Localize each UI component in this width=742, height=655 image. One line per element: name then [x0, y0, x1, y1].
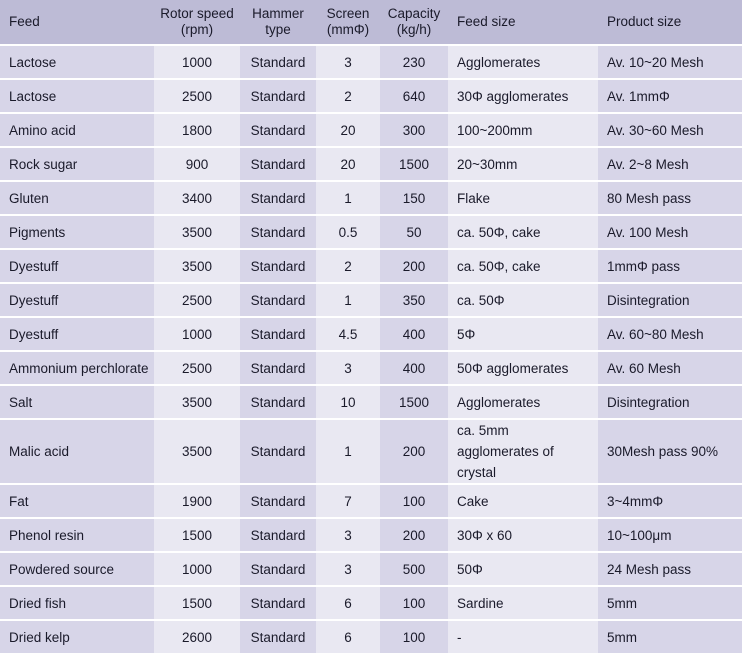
cell-screen: 1	[316, 419, 380, 484]
cell-hammer-type: Standard	[240, 385, 316, 419]
cell-rotor-speed: 1500	[154, 586, 240, 620]
cell-product-size: 1mmΦ pass	[598, 249, 742, 283]
cell-screen: 3	[316, 45, 380, 79]
cell-feed-size: 50Φ agglomerates	[448, 351, 598, 385]
cell-capacity: 640	[380, 79, 448, 113]
cell-feed: Ammonium perchlorate	[0, 351, 154, 385]
table-row	[0, 79, 742, 113]
cell-hammer-type: Standard	[240, 283, 316, 317]
cell-rotor-speed: 2500	[154, 79, 240, 113]
cell-screen: 10	[316, 385, 380, 419]
cell-product-size: 30Mesh pass 90%	[598, 419, 742, 484]
cell-rotor-speed: 3500	[154, 419, 240, 484]
table-row	[0, 113, 742, 147]
cell-hammer-type: Standard	[240, 351, 316, 385]
table-row	[0, 147, 742, 181]
cell-capacity: 400	[380, 351, 448, 385]
cell-feed-size: ca. 50Φ, cake	[448, 215, 598, 249]
cell-capacity: 500	[380, 552, 448, 586]
cell-feed-size: -	[448, 620, 598, 654]
cell-feed: Malic acid	[0, 419, 154, 484]
cell-hammer-type: Standard	[240, 249, 316, 283]
cell-feed: Gluten	[0, 181, 154, 215]
cell-product-size: Av. 2~8 Mesh	[598, 147, 742, 181]
cell-screen: 6	[316, 586, 380, 620]
cell-rotor-speed: 900	[154, 147, 240, 181]
header-row	[0, 0, 742, 45]
cell-screen: 6	[316, 620, 380, 654]
cell-rotor-speed: 2500	[154, 283, 240, 317]
cell-screen: 1	[316, 181, 380, 215]
cell-rotor-speed: 1000	[154, 45, 240, 79]
cell-feed-size: 100~200mm	[448, 113, 598, 147]
cell-hammer-type: Standard	[240, 419, 316, 484]
cell-screen: 0.5	[316, 215, 380, 249]
table-row	[0, 215, 742, 249]
table-row	[0, 351, 742, 385]
cell-rotor-speed: 1000	[154, 317, 240, 351]
cell-feed: Phenol resin	[0, 518, 154, 552]
table-row	[0, 552, 742, 586]
cell-hammer-type: Standard	[240, 45, 316, 79]
header-line: Screen	[326, 6, 370, 21]
cell-feed: Rock sugar	[0, 147, 154, 181]
header-capacity	[380, 0, 448, 45]
table-body	[0, 45, 742, 654]
cell-screen: 3	[316, 351, 380, 385]
cell-product-size: 3~4mmΦ	[598, 484, 742, 518]
cell-feed: Pigments	[0, 215, 154, 249]
header-line: type	[265, 22, 291, 37]
header-line: (kg/h)	[396, 22, 432, 37]
cell-capacity: 1500	[380, 147, 448, 181]
cell-hammer-type: Standard	[240, 79, 316, 113]
table-row	[0, 181, 742, 215]
cell-capacity: 200	[380, 419, 448, 484]
cell-rotor-speed: 1000	[154, 552, 240, 586]
cell-feed-size: ca. 5mm agglomerates of crystal	[448, 419, 598, 484]
cell-product-size: Av. 10~20 Mesh	[598, 45, 742, 79]
cell-screen: 7	[316, 484, 380, 518]
cell-feed: Dyestuff	[0, 317, 154, 351]
cell-hammer-type: Standard	[240, 317, 316, 351]
table-row	[0, 45, 742, 79]
cell-screen: 4.5	[316, 317, 380, 351]
cell-feed: Dried kelp	[0, 620, 154, 654]
cell-hammer-type: Standard	[240, 181, 316, 215]
cell-screen: 20	[316, 113, 380, 147]
cell-feed-size: 20~30mm	[448, 147, 598, 181]
cell-product-size: Av. 100 Mesh	[598, 215, 742, 249]
table-row	[0, 283, 742, 317]
cell-screen: 1	[316, 283, 380, 317]
cell-product-size: 10~100μm	[598, 518, 742, 552]
cell-feed-size: Agglomerates	[448, 385, 598, 419]
cell-rotor-speed: 2500	[154, 351, 240, 385]
cell-product-size: 80 Mesh pass	[598, 181, 742, 215]
cell-feed-size: Agglomerates	[448, 45, 598, 79]
header-feed-size	[448, 0, 598, 45]
cell-feed-size: 30Φ x 60	[448, 518, 598, 552]
cell-capacity: 200	[380, 249, 448, 283]
cell-product-size: Disintegration	[598, 385, 742, 419]
cell-rotor-speed: 3500	[154, 215, 240, 249]
header-hammer-type	[240, 0, 316, 45]
cell-feed: Lactose	[0, 79, 154, 113]
cell-feed: Powdered source	[0, 552, 154, 586]
cell-capacity: 230	[380, 45, 448, 79]
cell-screen: 3	[316, 518, 380, 552]
header-feed	[0, 0, 154, 45]
cell-rotor-speed: 1800	[154, 113, 240, 147]
cell-product-size: Av. 60~80 Mesh	[598, 317, 742, 351]
cell-feed: Fat	[0, 484, 154, 518]
cell-capacity: 100	[380, 484, 448, 518]
cell-capacity: 200	[380, 518, 448, 552]
cell-hammer-type: Standard	[240, 484, 316, 518]
header-line: Hammer	[252, 6, 304, 21]
header-line: (rpm)	[180, 22, 214, 37]
header-rotor-speed	[154, 0, 240, 45]
cell-product-size: 24 Mesh pass	[598, 552, 742, 586]
cell-feed: Dyestuff	[0, 249, 154, 283]
cell-capacity: 100	[380, 586, 448, 620]
cell-product-size: Av. 30~60 Mesh	[598, 113, 742, 147]
cell-feed-size: 30Φ agglomerates	[448, 79, 598, 113]
cell-capacity: 400	[380, 317, 448, 351]
header-screen	[316, 0, 380, 45]
table-row	[0, 586, 742, 620]
cell-hammer-type: Standard	[240, 552, 316, 586]
cell-feed: Lactose	[0, 45, 154, 79]
cell-capacity: 350	[380, 283, 448, 317]
cell-product-size: Av. 1mmΦ	[598, 79, 742, 113]
table-row	[0, 518, 742, 552]
cell-screen: 3	[316, 552, 380, 586]
cell-capacity: 50	[380, 215, 448, 249]
cell-feed: Dyestuff	[0, 283, 154, 317]
cell-feed-size: ca. 50Φ, cake	[448, 249, 598, 283]
cell-feed-size: Cake	[448, 484, 598, 518]
cell-feed: Salt	[0, 385, 154, 419]
cell-rotor-speed: 1500	[154, 518, 240, 552]
cell-screen: 2	[316, 79, 380, 113]
cell-feed-size: ca. 50Φ	[448, 283, 598, 317]
cell-rotor-speed: 2600	[154, 620, 240, 654]
cell-product-size: 5mm	[598, 586, 742, 620]
cell-capacity: 150	[380, 181, 448, 215]
cell-hammer-type: Standard	[240, 113, 316, 147]
cell-capacity: 100	[380, 620, 448, 654]
cell-screen: 20	[316, 147, 380, 181]
cell-hammer-type: Standard	[240, 620, 316, 654]
cell-rotor-speed: 3500	[154, 385, 240, 419]
cell-product-size: Av. 60 Mesh	[598, 351, 742, 385]
cell-product-size: Disintegration	[598, 283, 742, 317]
cell-hammer-type: Standard	[240, 215, 316, 249]
cell-hammer-type: Standard	[240, 518, 316, 552]
cell-hammer-type: Standard	[240, 586, 316, 620]
header-line: Capacity	[387, 6, 441, 21]
table-row	[0, 419, 742, 484]
header-line: Rotor speed	[160, 6, 234, 21]
header-line: Feed size	[457, 14, 516, 29]
table-row	[0, 484, 742, 518]
cell-capacity: 1500	[380, 385, 448, 419]
header-line: Feed	[9, 14, 40, 29]
cell-product-size: 5mm	[598, 620, 742, 654]
cell-feed-size: 50Φ	[448, 552, 598, 586]
table-row	[0, 620, 742, 654]
cell-screen: 2	[316, 249, 380, 283]
cell-rotor-speed: 3500	[154, 249, 240, 283]
table-row	[0, 317, 742, 351]
header-product-size	[598, 0, 742, 45]
header-line: Product size	[607, 14, 682, 29]
table-row	[0, 385, 742, 419]
cell-feed-size: Sardine	[448, 586, 598, 620]
table-row	[0, 249, 742, 283]
cell-hammer-type: Standard	[240, 147, 316, 181]
cell-feed: Dried fish	[0, 586, 154, 620]
cell-rotor-speed: 1900	[154, 484, 240, 518]
header-line: (mmΦ)	[326, 22, 370, 37]
cell-feed-size: 5Φ	[448, 317, 598, 351]
cell-capacity: 300	[380, 113, 448, 147]
cell-feed: Amino acid	[0, 113, 154, 147]
table-header	[0, 0, 742, 45]
cell-feed-size: Flake	[448, 181, 598, 215]
cell-rotor-speed: 3400	[154, 181, 240, 215]
